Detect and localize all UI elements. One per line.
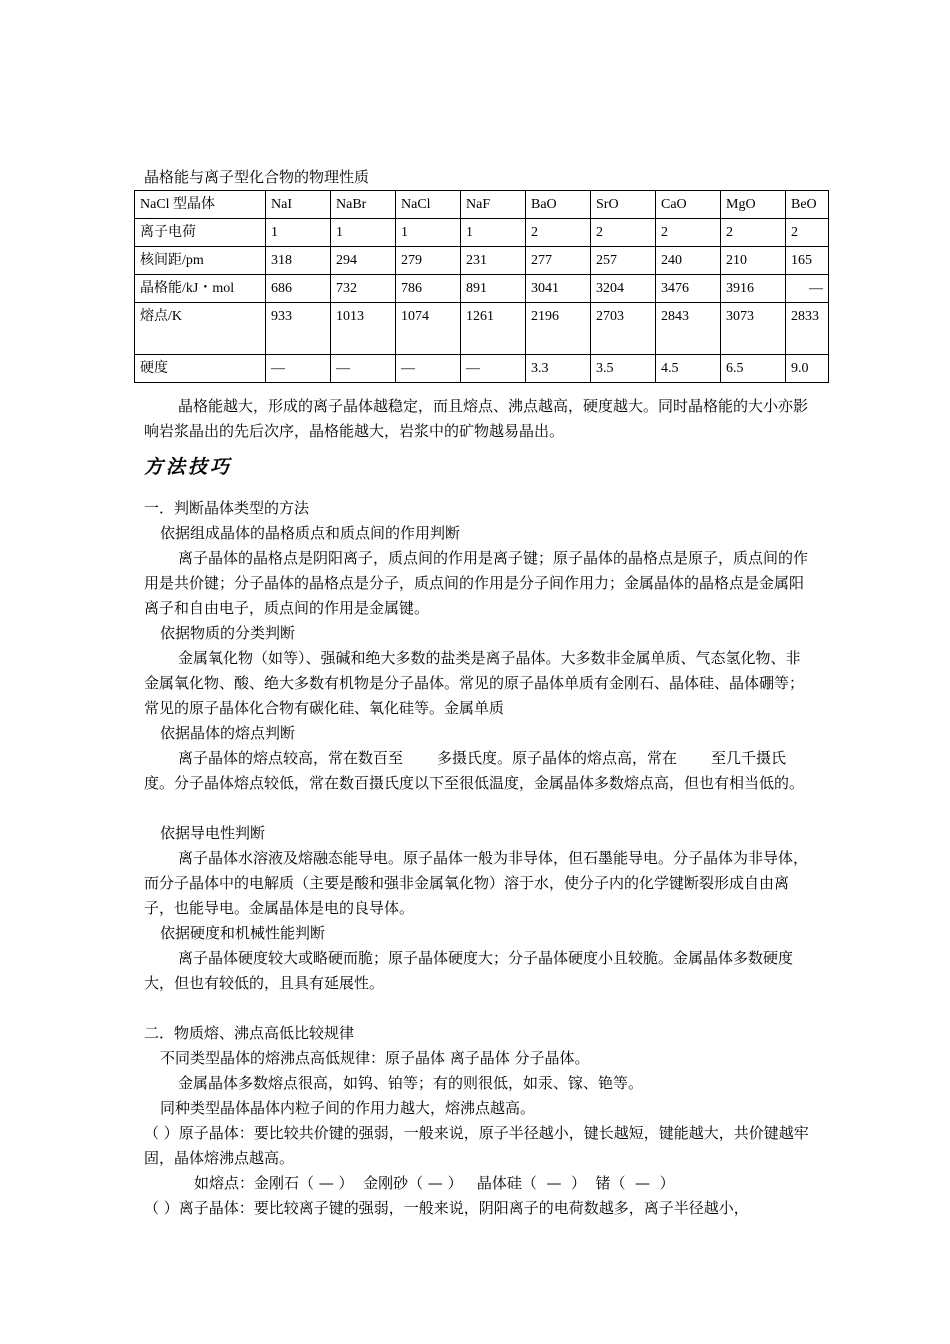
table-cell: —: [266, 355, 331, 383]
table-cell: 9.0: [786, 355, 829, 383]
table-header-cell: NaCl: [396, 191, 461, 219]
table-header-cell: NaBr: [331, 191, 396, 219]
section1-p1: 离子晶体的晶格点是阴阳离子，质点间的作用是离子键；原子晶体的晶格点是原子，质点间的作用是共价键；分子晶体的晶格点是分子，质点间的作用是分子间作用力；金属晶体的晶格点是金属阳离子和自由电子，质点间的作用是金属键。: [144, 549, 809, 617]
table-cell: —: [396, 355, 461, 383]
table-row: [135, 275, 829, 303]
table-cell: 2: [786, 219, 829, 247]
table-cell: 732: [331, 275, 396, 303]
table-cell: 933: [266, 303, 331, 355]
section1-p4: 离子晶体水溶液及熔融态能导电。原子晶体一般为非导体，但石墨能导电。分子晶体为非导体，而分子晶体中的电解质（主要是酸和强非金属氧化物）溶于水，使分子内的化学键断裂形成自由离子，也能导电。金属晶体是电的良导体。: [144, 849, 809, 917]
table-row: [135, 355, 829, 383]
section1-sub1: 依据组成晶体的晶格质点和质点间的作用判断: [160, 524, 461, 542]
section1-p3-part3: 至几千摄氏度。分子晶体熔点较低，常在数百摄氏度以下至很低温度，金属晶体多数熔点高，但也有相当低的。: [144, 749, 805, 792]
table-header-cell: BaO: [526, 191, 591, 219]
section1-sub4: 依据导电性判断: [160, 824, 266, 842]
table-cell: 686: [266, 275, 331, 303]
table-header-cell: NaI: [266, 191, 331, 219]
table-cell: 硬度: [135, 355, 266, 383]
table-header-cell: BeO: [786, 191, 829, 219]
table-header-row: [135, 191, 829, 219]
table-cell: 277: [526, 247, 591, 275]
table-cell: 2843: [656, 303, 721, 355]
table-cell: 786: [396, 275, 461, 303]
table-cell: 晶格能/kJ・mol: [135, 275, 266, 303]
table-cell: 2: [526, 219, 591, 247]
table-cell: —: [461, 355, 526, 383]
properties-table: [134, 190, 829, 383]
section2-line2: 金属晶体多数熔点很高，如钨、铂等；有的则很低，如汞、镓、铯等。: [178, 1074, 644, 1092]
table-cell: 2: [591, 219, 656, 247]
summary-paragraph: 晶格能越大，形成的离子晶体越稳定，而且熔点、沸点越高，硬度越大。同时晶格能的大小亦影响岩浆晶出的先后次序，晶格能越大，岩浆中的矿物越易晶出。: [144, 397, 809, 440]
table-cell: 1: [266, 219, 331, 247]
table-cell: 257: [591, 247, 656, 275]
table-cell: —: [331, 355, 396, 383]
table-cell: 3204: [591, 275, 656, 303]
table-cell: 318: [266, 247, 331, 275]
table-cell: 1013: [331, 303, 396, 355]
section1-sub3: 依据晶体的熔点判断: [160, 724, 296, 742]
table-cell: 165: [786, 247, 829, 275]
table-cell: 1261: [461, 303, 526, 355]
table-cell: 1: [461, 219, 526, 247]
table-cell: 3916: [721, 275, 786, 303]
table-cell: 4.5: [656, 355, 721, 383]
table-cell: 2833: [786, 303, 829, 355]
table-cell: 279: [396, 247, 461, 275]
section2-title: 二．物质熔、沸点高低比较规律: [144, 1024, 355, 1042]
table-cell: 1074: [396, 303, 461, 355]
table-cell: 2196: [526, 303, 591, 355]
table-cell: 294: [331, 247, 396, 275]
table-cell: 3.3: [526, 355, 591, 383]
table-cell: 231: [461, 247, 526, 275]
table-cell: 2: [656, 219, 721, 247]
table-cell: 3041: [526, 275, 591, 303]
table-row: [135, 303, 829, 355]
table-cell: 210: [721, 247, 786, 275]
table-cell: 熔点/K: [135, 303, 266, 355]
section1-title: 一．判断晶体类型的方法: [144, 499, 310, 517]
table-cell: 1: [396, 219, 461, 247]
section1-sub2: 依据物质的分类判断: [160, 624, 296, 642]
table-header-cell: NaCl 型晶体: [135, 191, 266, 219]
section1-p3-part2: 多摄氏度。原子晶体的熔点高，常在: [437, 749, 678, 767]
section1-p5: 离子晶体硬度较大或略硬而脆；原子晶体硬度大；分子晶体硬度小且较脆。金属晶体多数硬度大，但也有较低的，且具有延展性。: [144, 949, 794, 992]
table-cell: 离子电荷: [135, 219, 266, 247]
table-cell: 6.5: [721, 355, 786, 383]
table-row: [135, 219, 829, 247]
table-header-cell: SrO: [591, 191, 656, 219]
section1-sub5: 依据硬度和机械性能判断: [160, 924, 326, 942]
section-heading: 方法技巧: [144, 456, 233, 478]
table-cell: 1: [331, 219, 396, 247]
table-cell: 2: [721, 219, 786, 247]
section2-line1: 不同类型晶体的熔沸点高低规律：原子晶体 离子晶体 分子晶体。: [160, 1049, 590, 1067]
table-header-cell: NaF: [461, 191, 526, 219]
section2-line3: 同种类型晶体晶体内粒子间的作用力越大，熔沸点越高。: [160, 1099, 536, 1117]
section1-p3-part1: 离子晶体的熔点较高，常在数百至: [178, 749, 404, 767]
table-cell: 2703: [591, 303, 656, 355]
table-cell: 3073: [721, 303, 786, 355]
table-cell: 240: [656, 247, 721, 275]
table-caption: 晶格能与离子型化合物的物理性质: [144, 168, 370, 186]
section2-line5: 如熔点：金刚石（ — ） 金刚砂（ — ） 晶体硅（ — ） 锗（ — ）: [194, 1174, 675, 1192]
table-cell: 3.5: [591, 355, 656, 383]
section1-p2: 金属氧化物（如等）、强碱和绝大多数的盐类是离子晶体。大多数非金属单质、气态氢化物、非金属氧化物、酸、绝大多数有机物是分子晶体。常见的原子晶体单质有金刚石、晶体硅、晶体硼等；常见的原子晶体化合物有碳化硅、氧化硅等。金属单质: [144, 649, 805, 717]
section2-line4: （ ）原子晶体：要比较共价键的强弱，一般来说，原子半径越小，键长越短，键能越大，共价键越牢固，晶体熔沸点越高。: [144, 1124, 809, 1167]
table-header-cell: CaO: [656, 191, 721, 219]
table-cell: 3476: [656, 275, 721, 303]
table-cell: —: [786, 275, 829, 303]
table-row: [135, 247, 829, 275]
table-header-cell: MgO: [721, 191, 786, 219]
section1-p3: [144, 746, 814, 796]
section2-line6: （ ）离子晶体：要比较离子键的强弱，一般来说，阴阳离子的电荷数越多，离子半径越小，: [144, 1199, 749, 1217]
table-cell: 核间距/pm: [135, 247, 266, 275]
table-cell: 891: [461, 275, 526, 303]
